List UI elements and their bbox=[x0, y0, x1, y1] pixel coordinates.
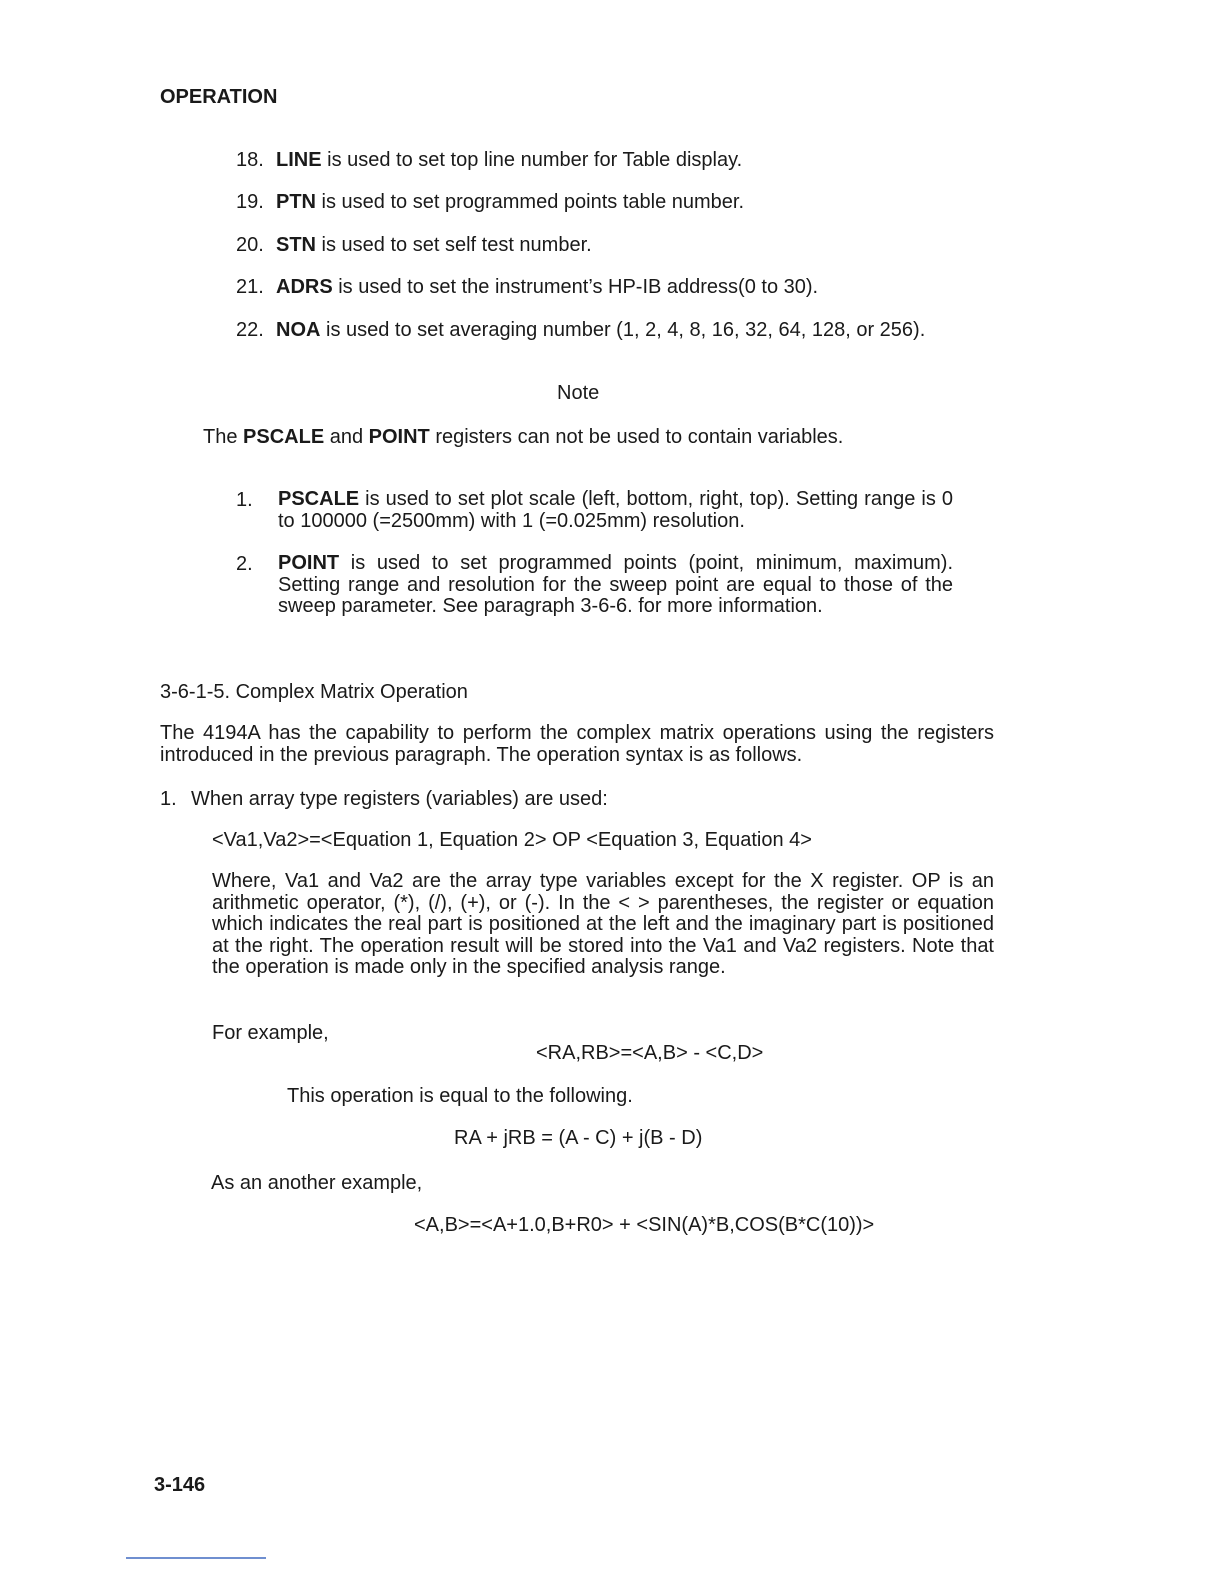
step-text: When array type registers (variables) are used: bbox=[191, 788, 608, 810]
list-item bbox=[236, 319, 925, 341]
item-number: 22. bbox=[236, 319, 264, 341]
page-header: OPERATION bbox=[160, 86, 278, 108]
item-keyword: STN bbox=[276, 234, 316, 256]
item-keyword: POINT bbox=[278, 552, 340, 574]
note-keyword: PSCALE bbox=[243, 426, 325, 448]
page-edge-line bbox=[126, 1557, 266, 1559]
note-text: and bbox=[324, 426, 369, 448]
list-item bbox=[236, 149, 742, 171]
syntax-line: <Va1,Va2>=<Equation 1, Equation 2> OP <Equation 3, Equation 4> bbox=[212, 829, 812, 851]
example-expression: <RA,RB>=<A,B> - <C,D> bbox=[536, 1042, 764, 1064]
step-number: 1. bbox=[160, 788, 177, 810]
item-text: is used to set the instrument’s HP-IB address(0 to 30). bbox=[332, 276, 819, 298]
page-number: 3-146 bbox=[154, 1474, 206, 1496]
item-keyword: PTN bbox=[276, 191, 316, 213]
where-paragraph: Where, Va1 and Va2 are the array type variables except for the X register. OP is an arithmetic operator, (*), (/), (+), or (-). In the < > parentheses, the register or equation which indicates the real part is positioned at the left and the imaginary part is positioned at the right. The operation result will be stored into the Va1 and Va2 registers. Note that the operation is made only in the specified analysis range. bbox=[212, 870, 994, 978]
item-body bbox=[278, 553, 953, 618]
section-heading: 3-6-1-5. Complex Matrix Operation bbox=[160, 681, 468, 703]
note-item bbox=[236, 553, 953, 641]
item-keyword: NOA bbox=[276, 319, 321, 341]
list-item bbox=[236, 276, 818, 298]
step-item bbox=[160, 788, 608, 810]
item-number: 1. bbox=[236, 489, 253, 511]
item-text: is used to set programmed points table number. bbox=[316, 191, 745, 213]
note-item bbox=[236, 489, 953, 533]
another-example-label: As an another example, bbox=[211, 1172, 423, 1194]
item-number: 19. bbox=[236, 191, 264, 213]
item-text: is used to set programmed points (point, minimum, maximum). Setting range and resolution for the sweep point are equal to those of the sweep parameter. See paragraph 3-6-6. for more information. bbox=[278, 552, 953, 617]
note-body bbox=[203, 426, 843, 448]
item-number: 2. bbox=[236, 553, 253, 575]
note-text: The bbox=[203, 426, 244, 448]
item-number: 20. bbox=[236, 234, 264, 256]
list-item bbox=[236, 234, 592, 256]
item-number: 21. bbox=[236, 276, 264, 298]
item-keyword: LINE bbox=[276, 149, 322, 171]
item-text: is used to set self test number. bbox=[316, 234, 592, 256]
note-text: registers can not be used to contain variables. bbox=[429, 426, 844, 448]
item-text: is used to set top line number for Table display. bbox=[321, 149, 743, 171]
list-item bbox=[236, 191, 744, 213]
item-keyword: ADRS bbox=[276, 276, 333, 298]
section-intro: The 4194A has the capability to perform the complex matrix operations using the registers introduced in the previous paragraph. The operation syntax is as follows. bbox=[160, 722, 994, 766]
example-expression-2: <A,B>=<A+1.0,B+R0> + <SIN(A)*B,COS(B*C(10))> bbox=[414, 1214, 875, 1236]
item-body bbox=[278, 489, 953, 532]
item-text: is used to set plot scale (left, bottom, right, top). Setting range is 0 to 100000 (=2500mm) with 1 (=0.025mm) resolution. bbox=[278, 488, 953, 532]
item-number: 18. bbox=[236, 149, 264, 171]
equal-text: This operation is equal to the following. bbox=[287, 1085, 633, 1107]
equation-line: RA + jRB = (A - C) + j(B - D) bbox=[454, 1127, 703, 1149]
item-keyword: PSCALE bbox=[278, 488, 360, 510]
for-example-label: For example, bbox=[212, 1022, 329, 1044]
note-title: Note bbox=[557, 382, 600, 404]
item-text: is used to set averaging number (1, 2, 4, 8, 16, 32, 64, 128, or 256). bbox=[320, 319, 926, 341]
note-keyword: POINT bbox=[368, 426, 430, 448]
